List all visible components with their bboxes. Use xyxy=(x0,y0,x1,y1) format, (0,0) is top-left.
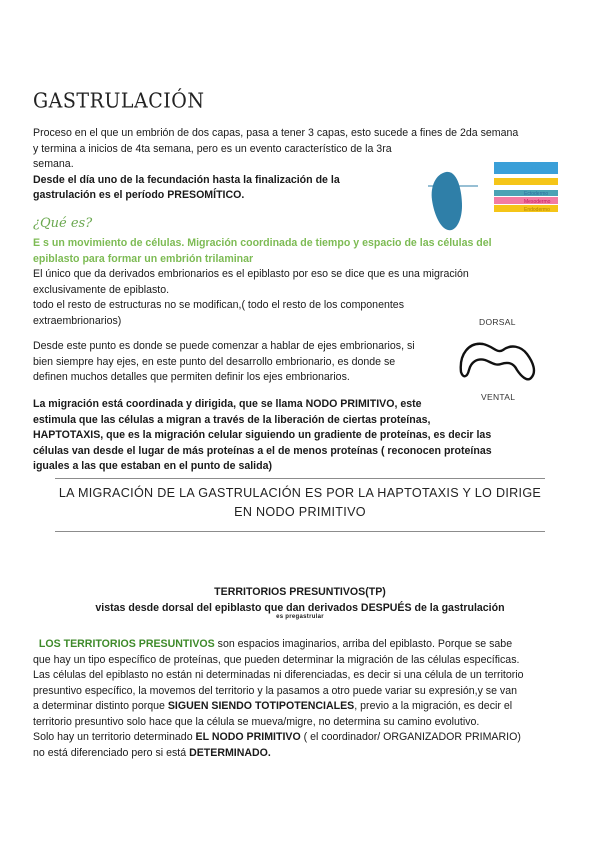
body-line: bien siempre hay ejes, en este punto del desarrollo embrionario, es donde se xyxy=(33,355,396,368)
migration-line: La migración está coordinada y dirigida, que se llama NODO PRIMITIVO, este xyxy=(33,398,422,410)
body-line: El único que da derivados embrionarios es el epiblasto por eso se dice que es una migración xyxy=(33,268,469,280)
territorios-line xyxy=(33,699,578,715)
embryo-shape xyxy=(432,172,462,230)
body-line: extraembrionarios) xyxy=(33,314,122,327)
intro-line: Proceso en el que un embrión de dos capas, pasa a tener 3 capas, esto sucede a fines de 2da semana xyxy=(33,127,519,139)
ectodermo-label: Ectodermo xyxy=(524,191,549,197)
intro-bold-line: gastrulación es el período PRESOMÍTICO. xyxy=(33,189,245,201)
territorios-subtitle: vistas desde dorsal del epiblasto que dan derivados DESPUÉS de la gastrulación xyxy=(95,601,505,614)
territorios-paragraph xyxy=(33,637,578,761)
intro-line: y termina a inicios de 4ta semana, pero es un evento característico de la 3ra xyxy=(33,142,392,155)
epiblasto-label: Epiblasto xyxy=(524,166,547,172)
territorios-line xyxy=(33,746,578,762)
migration-paragraph xyxy=(33,397,563,475)
migration-line: HAPTOTAXIS, que es la migración celular siguiendo un gradiente de proteínas, es decir las xyxy=(33,429,492,441)
territorios-emphasis: DETERMINADO. xyxy=(189,746,271,759)
territorios-lead: LOS TERRITORIOS PRESUNTIVOS xyxy=(38,638,215,650)
territorios-text: a determinar distinto porque xyxy=(33,700,168,712)
migration-line: iguales a las que estaban en el punto de salida) xyxy=(33,460,273,472)
territorios-line: que hay un tipo específico de proteínas, que pueden determinar la migración de las células específicas. xyxy=(33,653,520,666)
definition-line: epiblasto para formar un embrión trilaminar xyxy=(33,252,254,265)
migration-line: células van desde el lugar de más proteínas a el de menos proteínas ( reconocen proteínas xyxy=(33,444,492,457)
territorios-line: Las células del epiblasto no están ni determinadas ni diferenciadas, es decir si una célula de un territorio xyxy=(33,669,524,681)
territorios-text: ( el coordinador/ ORGANIZADOR PRIMARIO) xyxy=(300,731,521,743)
body-line: definen muchos detalles que permiten definir los ejes embrionarios. xyxy=(33,371,350,383)
mesodermo-label: Mesodermo xyxy=(524,199,551,205)
que-es-body xyxy=(33,236,573,329)
body-line: exclusivamente de epiblasto. xyxy=(33,283,170,296)
que-es-heading: ¿Qué es? xyxy=(33,216,93,231)
body-line: Desde este punto es donde se puede comenzar a hablar de ejes embrionarios, si xyxy=(33,340,415,352)
intro-bold-line: Desde el día uno de la fecundación hasta la finalización de la xyxy=(33,173,340,186)
endodermo-label: Endodermo xyxy=(524,207,550,213)
territorios-line: presuntivo específico, la movemos del territorio y la pasamos a otro puede variar su expresión,y se van xyxy=(33,684,518,697)
territorios-text: Solo hay un territorio determinado xyxy=(33,731,196,743)
yellow-layer xyxy=(494,178,558,185)
embryo-axis-sketch xyxy=(455,332,545,388)
definition-line: E s un movimiento de células. Migración coordinada de tiempo y espacio de las células del xyxy=(33,237,492,249)
dorsal-label: DORSAL xyxy=(479,317,516,327)
axes-paragraph xyxy=(33,339,453,386)
key-heading-line: LA MIGRACIÓN DE LA GASTRULACIÓN ES POR LA HAPTOTAXIS Y LO DIRIGE xyxy=(58,486,542,500)
territorios-emphasis: SIGUEN SIENDO TOTIPOTENCIALES xyxy=(167,700,355,712)
ventral-label: VENTAL xyxy=(481,392,516,402)
migration-line: estimula que las células a migran a través de la liberación de ciertas proteínas, xyxy=(33,413,431,426)
key-heading-line: EN NODO PRIMITIVO xyxy=(234,505,366,519)
key-heading xyxy=(40,484,560,522)
territorios-line xyxy=(33,730,578,746)
intro-line: semana. xyxy=(33,158,74,170)
embryo-curve xyxy=(461,344,534,380)
page-title: GASTRULACIÓN xyxy=(33,89,205,113)
territorios-text: , previo a la migración, es decir el xyxy=(354,700,513,712)
divider-top xyxy=(55,478,545,479)
territorios-emphasis: EL NODO PRIMITIVO xyxy=(195,731,301,743)
territorios-text: no está diferenciado pero si está xyxy=(33,746,190,759)
territorios-note: es pregastrular xyxy=(276,614,324,620)
territorios-title: TERRITORIOS PRESUNTIVOS(TP) xyxy=(214,586,386,598)
body-line: todo el resto de estructuras no se modifican,( todo el resto de los componentes xyxy=(33,299,404,311)
germ-layers-diagram xyxy=(428,156,578,236)
territorios-text: son espacios imaginarios, arriba del epiblasto. Porque se sabe xyxy=(214,638,513,650)
territorios-line xyxy=(33,637,578,653)
territorios-line: territorio presuntivo solo hace que la célula se mueva/migre, no determina su camino evolutivo. xyxy=(33,715,480,728)
divider-bottom xyxy=(55,531,545,532)
territorios-title-block xyxy=(40,585,560,616)
